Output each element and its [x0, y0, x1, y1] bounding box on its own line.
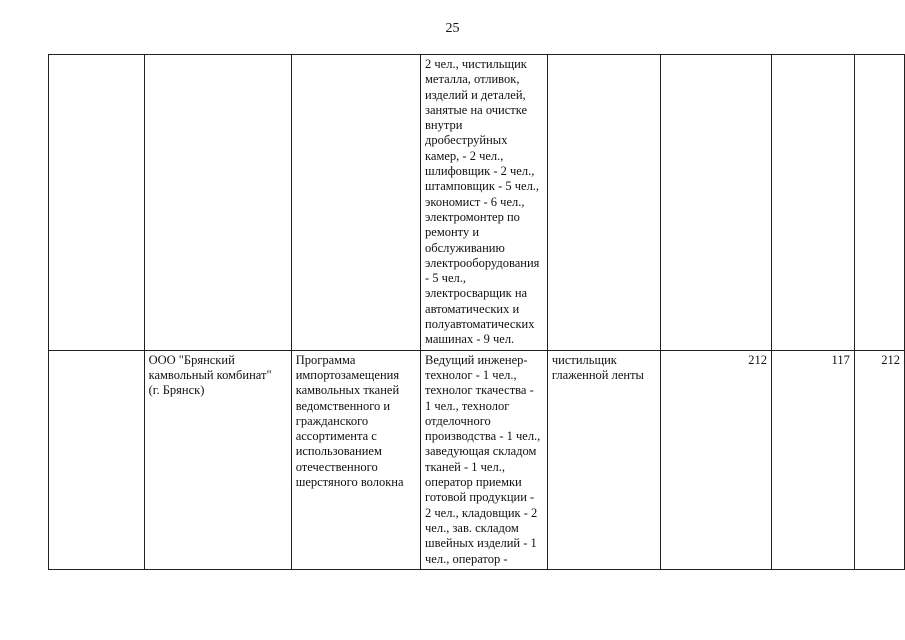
table-row	[49, 350, 905, 569]
table-cell-program: Программа импортозамещения камвольных тканей ведомственного и гражданского ассортимента с использованием отечественного шерстяного волокна	[291, 350, 420, 569]
table-cell-profession	[547, 55, 660, 351]
table-cell-organization: ООО "Брянский камвольный комбинат" (г. Брянск)	[144, 350, 291, 569]
table-cell-value-1: 212	[661, 350, 772, 569]
table-cell-profession: чистильщик глаженной ленты	[547, 350, 660, 569]
table-cell-positions: Ведущий инженер- технолог - 1 чел., технолог ткачества - 1 чел., технолог отделочного производства - 1 чел., заведующая складом тканей - 1 чел., оператор приемки готовой продукции - 2 чел., кладовщик - 2 чел., зав. складом швейных изделий - 1 чел., оператор -	[421, 350, 548, 569]
table-cell-number	[49, 55, 145, 351]
table-cell-value-2: 117	[772, 350, 855, 569]
page-number: 25	[445, 21, 460, 36]
table-cell-organization	[144, 55, 291, 351]
table-cell-value-1	[661, 55, 772, 351]
table-cell-program	[291, 55, 420, 351]
table-cell-positions: 2 чел., чистильщик металла, отливок, изделий и деталей, занятые на очистке внутри дробеструйных камер, - 2 чел., шлифовщик - 2 чел., штамповщик - 5 чел., экономист - 6 чел., электромонтер по ремонту и обслуживанию электрооборудования - 5 чел., электросварщик на автоматических и полуавтоматических машинах - 9 чел.	[421, 55, 548, 351]
data-table	[48, 54, 905, 570]
table-cell-number	[49, 350, 145, 569]
table-row	[49, 55, 905, 351]
table-cell-value-3	[854, 55, 904, 351]
table-cell-value-2	[772, 55, 855, 351]
table-cell-value-3: 212	[854, 350, 904, 569]
